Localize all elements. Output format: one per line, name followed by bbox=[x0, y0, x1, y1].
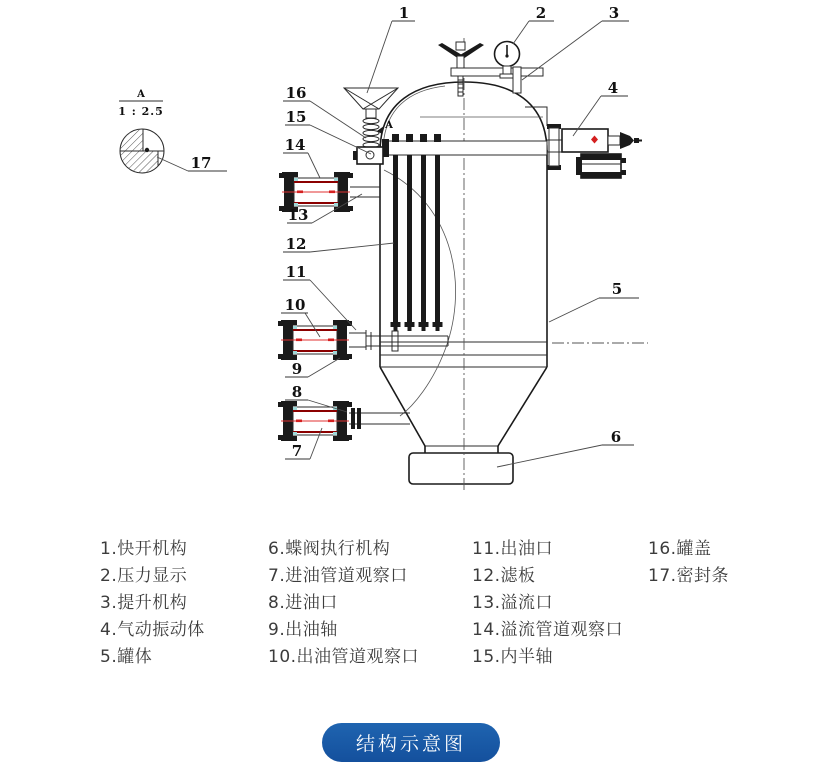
tank-cone bbox=[380, 367, 425, 446]
legend-column-1 bbox=[100, 540, 205, 675]
legend-column-4 bbox=[648, 540, 729, 594]
parts-legend bbox=[0, 540, 838, 675]
vibrator-cylinder bbox=[576, 154, 626, 178]
callout-2: 2 bbox=[535, 4, 547, 22]
callout-12: 12 bbox=[285, 235, 307, 253]
top-fittings bbox=[438, 42, 543, 97]
actuator-body bbox=[562, 129, 608, 152]
callout-15: 15 bbox=[285, 108, 307, 126]
pneumatic-vibrator-assembly bbox=[547, 124, 642, 178]
legend-item: 17.密封条 bbox=[648, 566, 730, 586]
funnel-hopper bbox=[344, 88, 398, 109]
actuator-rod bbox=[608, 136, 620, 145]
filter-plates bbox=[391, 155, 443, 331]
legend-item: 7.进油管道观察口 bbox=[268, 566, 408, 586]
callout-9: 9 bbox=[291, 360, 303, 378]
detail-a-marker: A bbox=[385, 120, 393, 131]
detail-view bbox=[118, 89, 166, 173]
callout-10: 10 bbox=[284, 296, 306, 314]
legend-column-3 bbox=[472, 540, 623, 675]
gauge-bracket-post bbox=[513, 67, 521, 93]
seal-cross-section bbox=[118, 129, 166, 173]
detail-scale-label: 1 : 2.5 bbox=[118, 105, 164, 118]
callout-3: 3 bbox=[608, 4, 620, 22]
callout-17: 17 bbox=[190, 154, 212, 172]
legend-item: 2.压力显示 bbox=[100, 566, 188, 586]
filter-plate-assembly bbox=[382, 134, 547, 331]
legend-item: 4.气动振动体 bbox=[100, 620, 205, 640]
callout-11: 11 bbox=[285, 263, 307, 281]
legend-item: 14.溢流管道观察口 bbox=[472, 620, 624, 640]
legend-item: 11.出油口 bbox=[472, 539, 554, 559]
legend-item: 1.快开机构 bbox=[100, 539, 188, 559]
callout-13: 13 bbox=[287, 206, 309, 224]
callout-5: 5 bbox=[611, 280, 623, 298]
legend-item: 13.溢流口 bbox=[472, 593, 554, 613]
structure-diagram-button[interactable]: 结构示意图 bbox=[322, 723, 500, 762]
legend-column-2 bbox=[268, 540, 419, 675]
legend-item: 9.出油轴 bbox=[268, 620, 338, 640]
nozzle-cone bbox=[620, 132, 634, 149]
detail-a-arrow bbox=[377, 126, 384, 134]
callout-14: 14 bbox=[284, 136, 306, 154]
callout-4: 4 bbox=[607, 79, 619, 97]
tank-body bbox=[380, 38, 648, 490]
legend-item: 16.罐盖 bbox=[648, 539, 712, 559]
dome-right-tab bbox=[525, 107, 547, 126]
legend-item: 5.罐体 bbox=[100, 647, 153, 667]
callout-7: 7 bbox=[291, 442, 303, 460]
lift-screw-spring bbox=[363, 118, 379, 147]
callout-1: 1 bbox=[398, 4, 410, 22]
outlet-shaft bbox=[366, 331, 448, 351]
plate-manifold bbox=[386, 141, 547, 155]
legend-item: 3.提升机构 bbox=[100, 593, 188, 613]
wall-flange bbox=[549, 128, 559, 166]
legend-item: 8.进油口 bbox=[268, 593, 338, 613]
callout-6: 6 bbox=[610, 428, 622, 446]
callout-labels bbox=[191, 4, 623, 460]
legend-item: 15.内半轴 bbox=[472, 647, 554, 667]
callout-16: 16 bbox=[285, 84, 307, 102]
legend-item: 6.蝶阀执行机构 bbox=[268, 539, 391, 559]
legend-item: 12.滤板 bbox=[472, 566, 536, 586]
callout-8: 8 bbox=[291, 383, 303, 401]
detail-marker-label: A bbox=[137, 89, 145, 100]
inlet-sightglass bbox=[278, 401, 410, 441]
legend-item: 10.出油管道观察口 bbox=[268, 647, 420, 667]
tank-base-box bbox=[409, 453, 513, 484]
